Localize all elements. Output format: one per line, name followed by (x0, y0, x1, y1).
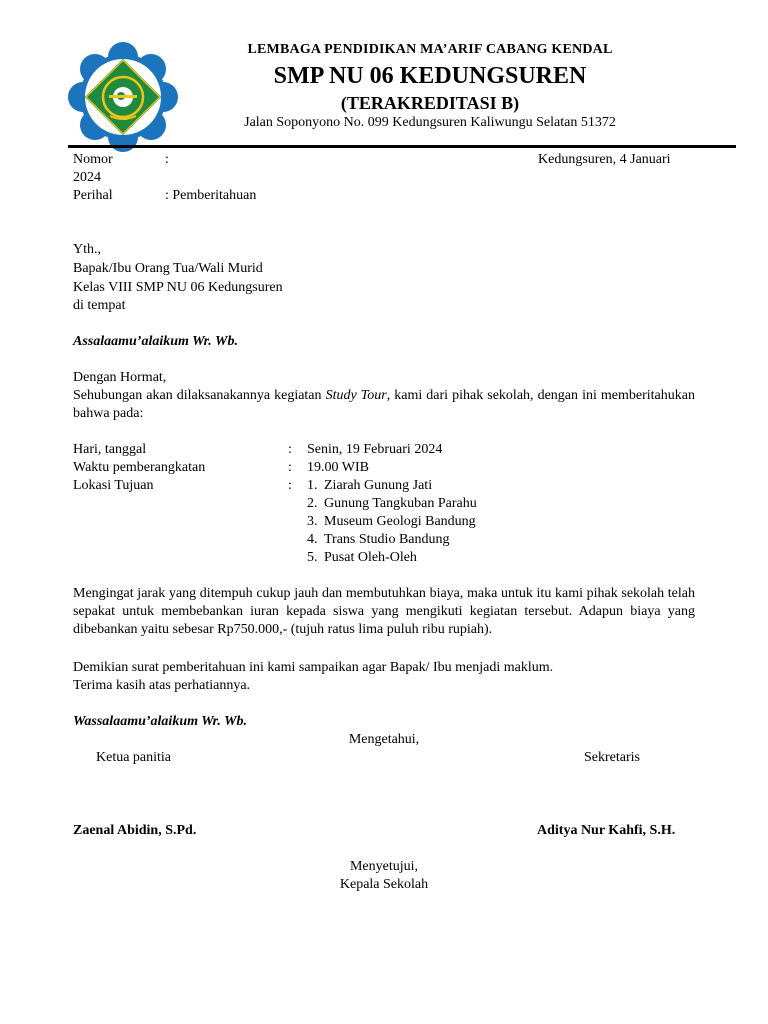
left-signatory-role: Ketua panitia (96, 750, 172, 765)
destination-name: Ziarah Gunung Jati (324, 478, 433, 493)
school-logo-icon (68, 42, 178, 152)
perihal-label: Perihal (73, 188, 113, 203)
nomor-label: Nomor (73, 152, 113, 167)
destination-number: 5. (307, 550, 318, 565)
destination-item (307, 549, 477, 567)
detail-label-departure: Waktu pemberangkatan (73, 460, 206, 475)
destination-name: Gunung Tangkuban Parahu (324, 496, 477, 511)
destination-number: 1. (307, 478, 318, 493)
farewell: Wassalaamu’alaikum Wr. Wb. (73, 714, 248, 729)
destination-item (307, 513, 477, 531)
letterhead-school-name: SMP NU 06 KEDUNGSUREN (273, 63, 587, 89)
recipient-line-4: di tempat (73, 298, 126, 313)
detail-value-departure: 19.00 WIB (307, 460, 369, 475)
left-signatory-name: Zaenal Abidin, S.Pd. (73, 823, 197, 838)
destination-number: 2. (307, 496, 318, 511)
nomor-colon: : (165, 152, 169, 167)
approved-label: Menyetujui, (349, 859, 419, 874)
destination-name: Museum Geologi Bandung (324, 514, 476, 529)
right-signatory-role: Sekretaris (584, 750, 640, 765)
letterhead-organization: LEMBAGA PENDIDIKAN MA’ARIF CABANG KENDAL (247, 42, 613, 57)
recipient-line-3: Kelas VIII SMP NU 06 Kedungsuren (73, 280, 283, 295)
destination-item (307, 477, 477, 495)
opening-salutation: Dengan Hormat, (73, 370, 167, 385)
recipient-line-2: Bapak/Ibu Orang Tua/Wali Murid (73, 261, 263, 276)
destination-name: Pusat Oleh-Oleh (324, 550, 417, 565)
closing-line-2: Terima kasih atas perhatiannya. (73, 678, 251, 693)
opening-text-after: , kami dari pihak sekolah, dengan ini memberitahukan bahwa pada: (73, 388, 695, 421)
acknowledged-label: Mengetahui, (348, 732, 420, 747)
study-tour-term: Study Tour (325, 388, 387, 403)
recipient-line-1: Yth., (73, 242, 101, 257)
letterhead-accreditation: (TERAKREDITASI B) (340, 93, 520, 113)
detail-value-date: Senin, 19 Februari 2024 (307, 442, 443, 457)
closing-line-1: Demikian surat pemberitahuan ini kami sampaikan agar Bapak/ Ibu menjadi maklum. (73, 660, 554, 675)
detail-label-date: Hari, tanggal (73, 442, 147, 457)
date-year: 2024 (73, 170, 101, 185)
greeting: Assalaamu’alaikum Wr. Wb. (73, 334, 238, 349)
destination-name: Trans Studio Bandung (324, 532, 450, 547)
detail-colon-departure: : (288, 460, 292, 475)
right-signatory-name: Aditya Nur Kahfi, S.H. (537, 823, 676, 838)
destination-number: 3. (307, 514, 318, 529)
destination-item (307, 531, 477, 549)
letterhead-address: Jalan Soponyono No. 099 Kedungsuren Kaliwungu Selatan 51372 (244, 115, 616, 130)
perihal-value: : Pemberitahuan (165, 188, 257, 203)
destination-list (307, 477, 477, 567)
place-date: Kedungsuren, 4 Januari (538, 152, 671, 167)
opening-paragraph (73, 387, 695, 423)
opening-text-before: Sehubungan akan dilaksanakannya kegiatan (73, 388, 326, 403)
destination-item (307, 495, 477, 513)
detail-colon-location: : (288, 478, 292, 493)
detail-colon-date: : (288, 442, 292, 457)
detail-label-location: Lokasi Tujuan (73, 478, 154, 493)
letterhead-divider (68, 145, 736, 148)
destination-number: 4. (307, 532, 318, 547)
cost-paragraph: Mengingat jarak yang ditempuh cukup jauh dan membutuhkan biaya, maka untuk itu kami pihak sekolah telah sepakat untuk membebankan iuran kepada siswa yang mengikuti kegiatan tersebut. Adapun biaya yang dibebankan yaitu sebesar Rp750.000,- (tujuh ratus lima puluh ribu rupiah). (73, 586, 695, 637)
approver-role: Kepala Sekolah (339, 877, 429, 892)
